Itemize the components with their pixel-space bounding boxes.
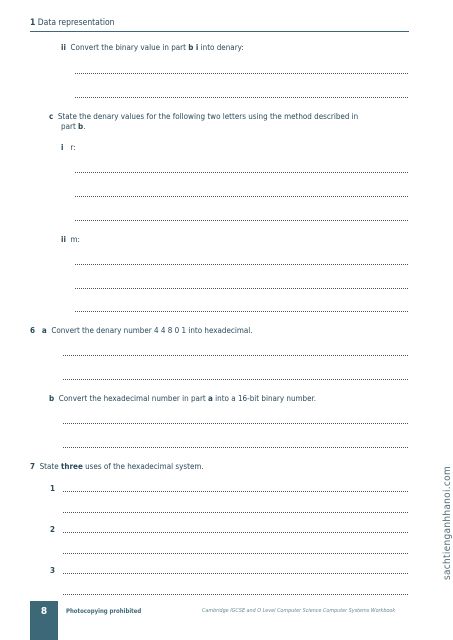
question-text: into denary: [198,43,244,52]
question-text: State [39,462,61,471]
answer-line[interactable] [63,594,408,595]
answer-line[interactable] [63,355,408,356]
header-rule [30,31,409,32]
answer-line[interactable] [75,311,408,312]
question-text: m: [70,235,80,244]
list-item-number: 1 [50,484,56,493]
question-5c [49,112,358,122]
question-text: part [61,122,79,131]
question-text-bold: b i [188,43,199,52]
question-label: i [61,143,64,152]
page-number: 8 [40,606,48,617]
answer-line[interactable] [63,512,408,513]
question-label: ii [61,235,66,244]
answer-line[interactable] [75,288,408,289]
answer-line[interactable] [63,553,408,554]
photocopying-notice: Photocopying prohibited [66,608,142,615]
question-number: 6 [30,326,36,335]
answer-line[interactable] [75,196,408,197]
answer-line[interactable] [63,532,408,533]
question-text: Convert the denary number 4 4 8 0 1 into hexadecimal. [51,326,253,335]
answer-line[interactable] [75,172,408,173]
chapter-header [30,18,115,28]
question-6b [49,394,316,404]
question-5c-ii [61,235,80,245]
question-5b-ii [61,43,244,53]
question-text: into a 16-bit binary number. [212,394,317,403]
book-reference: Cambridge IGCSE and O Level Computer Science Computer Systems Workbook [202,608,396,614]
list-item-number: 3 [50,566,56,575]
question-text: Convert the hexadecimal number in part [58,394,209,403]
question-text-bold: three [60,462,83,471]
question-text: State the denary values for the following two letters using the method described in [57,112,359,121]
question-label: ii [61,43,66,52]
answer-line[interactable] [63,573,408,574]
list-item-number: 2 [50,525,56,534]
question-number: 7 [30,462,36,471]
question-7 [30,462,204,472]
question-label: b [49,394,55,403]
chapter-title: Data representation [37,18,115,28]
question-label: a [41,326,47,335]
answer-line[interactable] [63,379,408,380]
question-text: Convert the binary value in part [70,43,189,52]
answer-line[interactable] [75,73,408,74]
answer-line[interactable] [63,447,408,448]
answer-line[interactable] [75,264,408,265]
question-text-bold: b [78,122,84,131]
question-6a [30,326,253,336]
question-5c-line2 [61,122,86,132]
question-label: c [49,112,54,121]
question-text: uses of the hexadecimal system. [82,462,204,471]
answer-line[interactable] [63,491,408,492]
answer-line[interactable] [75,220,408,221]
watermark: sachtienganhhanoi.com [442,465,453,580]
answer-line[interactable] [63,423,408,424]
question-text-bold: a [208,394,213,403]
answer-line[interactable] [75,97,408,98]
question-5c-i [61,143,76,153]
question-text: . [83,122,86,131]
question-text: r: [70,143,76,152]
chapter-number: 1 [30,18,36,28]
